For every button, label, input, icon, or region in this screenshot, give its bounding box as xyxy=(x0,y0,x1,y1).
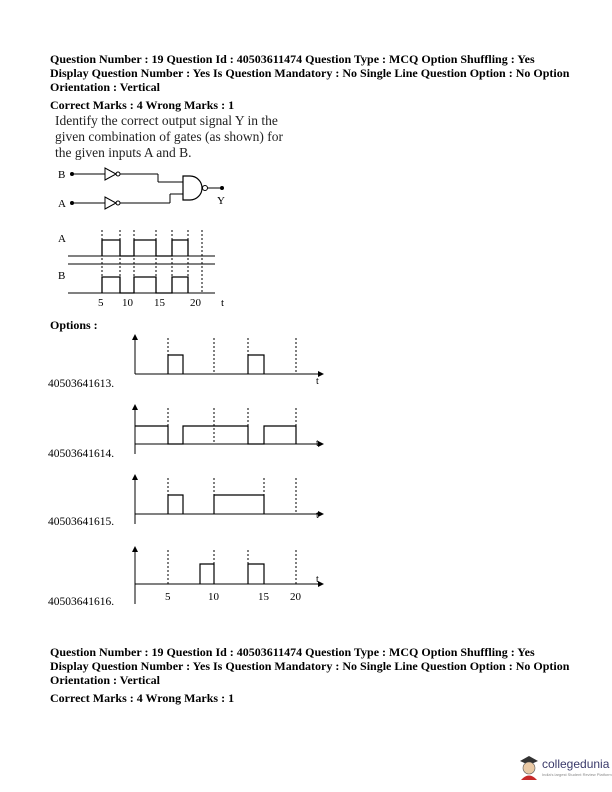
option-1-waveform[interactable] xyxy=(130,334,330,384)
logo-tagline: India's largest Student Review Platform xyxy=(542,772,612,777)
graduate-avatar-icon xyxy=(518,754,540,780)
option-4-tick-5: 5 xyxy=(165,591,171,603)
marks-line-repeat: Correct Marks : 4 Wrong Marks : 1 xyxy=(50,691,235,705)
option-4-tick-10: 10 xyxy=(208,591,219,603)
not-gate-a xyxy=(105,197,116,209)
waveform-b xyxy=(102,277,188,293)
circuit-label-y: Y xyxy=(217,195,225,207)
nand-gate xyxy=(183,176,202,200)
option-4-axis-t: t xyxy=(316,574,319,585)
option-3-id[interactable]: 40503641615. xyxy=(48,516,115,528)
waveform-a xyxy=(102,240,188,256)
logo-name: collegedunia xyxy=(542,757,610,771)
option-3-waveform[interactable] xyxy=(130,474,330,524)
tick-5: 5 xyxy=(98,297,104,309)
options-label: Options : xyxy=(50,318,98,332)
option-2-waveform[interactable] xyxy=(130,404,330,454)
option-4-tick-20: 20 xyxy=(290,591,301,603)
option-2-id[interactable]: 40503641614. xyxy=(48,448,115,460)
header-line-3: Orientation : Vertical xyxy=(50,80,160,94)
header-line-1: Question Number : 19 Question Id : 40503611474 Question Type : MCQ Option Shuffling : Yes xyxy=(50,52,535,66)
question-line-1: Identify the correct output signal Y in the xyxy=(55,113,278,128)
input-waveforms xyxy=(50,222,250,312)
option-1-id[interactable]: 40503641613. xyxy=(48,378,115,390)
tick-10: 10 xyxy=(122,297,133,309)
tick-t: t xyxy=(221,297,225,309)
option-2-axis-t: t xyxy=(316,438,319,449)
tick-15: 15 xyxy=(154,297,165,309)
waveform-label-b: B xyxy=(58,270,66,282)
tick-20: 20 xyxy=(190,297,201,309)
question-line-2: given combination of gates (as shown) for xyxy=(55,129,283,144)
collegedunia-logo xyxy=(518,752,612,784)
circuit-label-a: A xyxy=(58,198,66,210)
header2-line-2: Display Question Number : Yes Is Question Mandatory : No Single Line Question Option : No Option xyxy=(50,659,570,673)
not-gate-b xyxy=(105,168,116,180)
marks-line: Correct Marks : 4 Wrong Marks : 1 xyxy=(50,98,235,112)
option-3-axis-t: t xyxy=(316,510,319,521)
option-4-id[interactable]: 40503641616. xyxy=(48,596,115,608)
waveform-label-a: A xyxy=(58,233,66,245)
question-text xyxy=(55,113,283,161)
option-4-waveform[interactable] xyxy=(130,546,330,606)
question-line-3: the given inputs A and B. xyxy=(55,145,192,160)
header2-line-3: Orientation : Vertical xyxy=(50,673,160,687)
option-1-axis-t: t xyxy=(316,376,319,384)
header2-line-1: Question Number : 19 Question Id : 40503611474 Question Type : MCQ Option Shuffling : Yes xyxy=(50,645,535,659)
circuit-label-b: B xyxy=(58,169,66,181)
gate-circuit-diagram xyxy=(50,162,250,214)
question-header xyxy=(50,52,580,112)
option-4-tick-15: 15 xyxy=(258,591,269,603)
question-header-repeat xyxy=(50,645,580,705)
output-y-node xyxy=(220,186,224,190)
header-line-2: Display Question Number : Yes Is Question Mandatory : No Single Line Question Option : No Option xyxy=(50,66,570,80)
